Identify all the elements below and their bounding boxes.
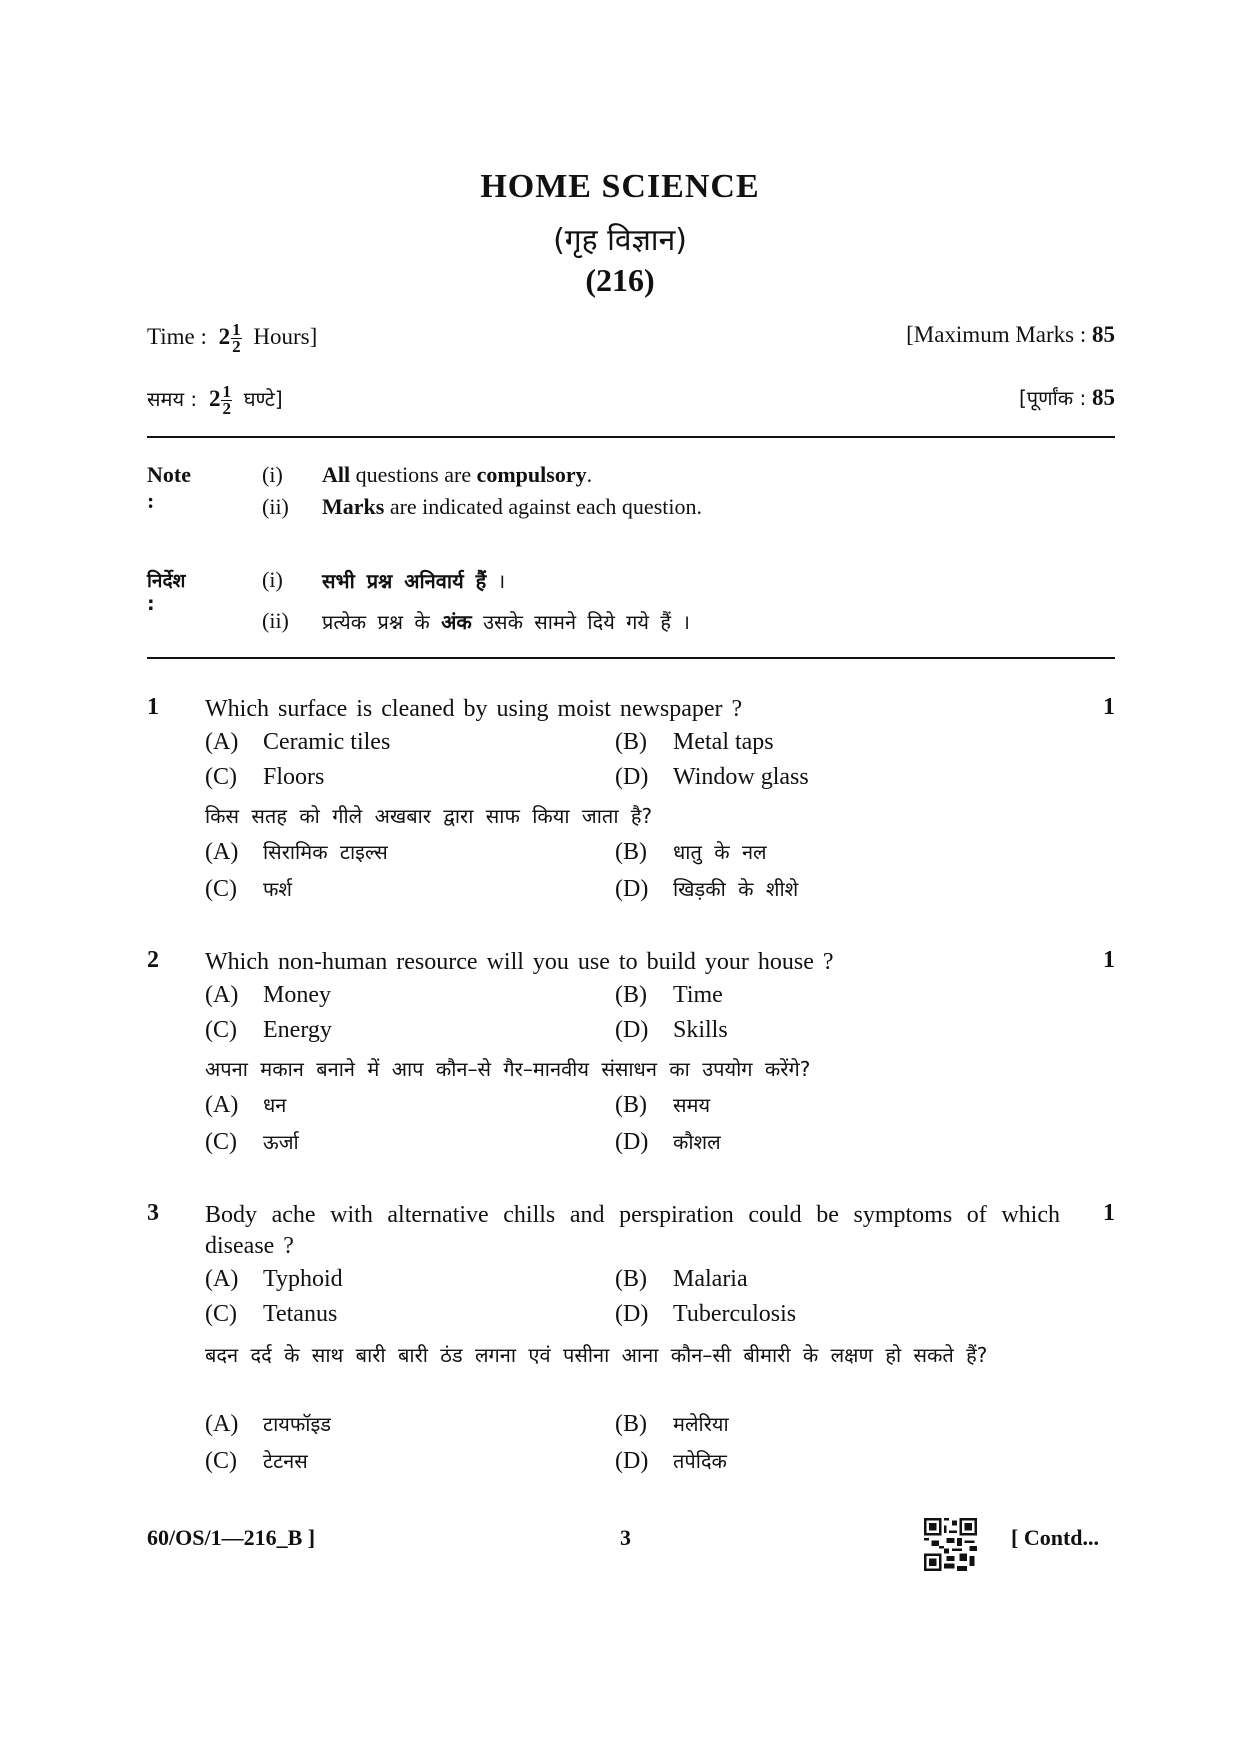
option-hi-b: (B) समय: [615, 1092, 711, 1118]
paper-subtitle-hindi: (गृह विज्ञान): [553, 223, 687, 258]
paper-code: 60/OS/1—216_B ]: [147, 1525, 316, 1550]
option-en-d: (D) Window glass: [615, 764, 809, 790]
question-text-en: Which non-human resource will you use to build your house ?: [205, 949, 834, 975]
max-marks-hi: [पूर्णांक : 85: [1018, 385, 1115, 410]
paper-title: HOME SCIENCE: [480, 168, 760, 205]
question-text-hi: अपना मकान बनाने में आप कौन–से गैर–मानवीय संसाधन का उपयोग करेंगे?: [205, 1057, 811, 1081]
option-en-b: (B) Malaria: [615, 1266, 748, 1292]
exam-page: HOME SCIENCE (गृह विज्ञान) (216) Time : 2 $\frac{1}{2}$ Hours] [Maximum Marks : 85 समय : 2 $\frac{1}{2}$ घण्टे] [पूर्णांक : 85 Note : (i) All questions are compulsory. (ii) Marks are indicated against each question. निर्देश : (i) सभी प्रश्न अनिवार्य हैं । (ii) प्रत्येक प्रश्न के अंक उसके सामने दिये गये हैं । 1 1 Which surface is cleaned by using moist newspaper ? (A) Ceramic tiles (B) Metal taps (C) Floors (D) Window glass किस सतह को गीले अखबार द्वारा साफ किया जाता है? (A) सिरामिक टाइल्स (B) धातु के नल (C) फर्श (D) खिड़की के शीशे 2 1 Which non-human resource will you use to build your house ? (A) Money (B) Time (C) Energy (D) Skills अपना मकान बनाने में आप कौन–से गैर–मानवीय संसाधन का उपयोग करेंगे? (A) धन (B) समय (C) ऊर्जा (D) कौशल 3 1 Body ache with alternative chills and perspiration could be symptoms of which disease ? (A) Typhoid (B) Malaria (C) Tetanus (D) Tuberculosis बदन दर्द के साथ बारी बारी ठंड लगना एवं पसीना आना कौन–सी बीमारी के लक्षण हो सकते हैं? (A) टायफॉइड (B) मलेरिया (C) टेटनस (D) तपेदिक 60/OS/1—216_B ] 3 [ Contd...: [0, 0, 1240, 1753]
option-en-a: (A) Ceramic tiles: [205, 729, 391, 755]
option-hi-d: (D) कौशल: [615, 1129, 721, 1155]
time-en: Time : 2 $\frac{1}{2}$ Hours]: [147, 320, 318, 356]
option-hi-d: (D) खिड़की के शीशे: [615, 876, 799, 902]
page-number: 3: [620, 1525, 631, 1550]
option-hi-c: (C) ऊर्जा: [205, 1129, 299, 1155]
question-text-en: Body ache with alternative chills and perspiration could be symptoms of which disease ?: [205, 1202, 1060, 1259]
question-number: 1: [147, 694, 159, 720]
fraction: $\frac{1}{2}$: [222, 382, 231, 418]
question-number: 2: [147, 947, 159, 973]
question-marks: 1: [1103, 694, 1115, 720]
divider: [147, 657, 1115, 659]
option-hi-d: (D) तपेदिक: [615, 1448, 727, 1474]
option-en-b: (B) Time: [615, 982, 723, 1008]
option-en-a: (A) Typhoid: [205, 1266, 343, 1292]
question-text-en: Which surface is cleaned by using moist newspaper ?: [205, 696, 743, 722]
question-text-hi: किस सतह को गीले अखबार द्वारा साफ किया जाता है?: [205, 804, 653, 828]
option-en-d: (D) Skills: [615, 1017, 728, 1043]
option-en-b: (B) Metal taps: [615, 729, 774, 755]
fraction: $\frac{1}{2}$: [232, 320, 241, 356]
option-en-c: (C) Tetanus: [205, 1301, 338, 1327]
divider: [147, 436, 1115, 438]
option-hi-b: (B) मलेरिया: [615, 1411, 729, 1437]
time-hi: समय : 2 $\frac{1}{2}$ घण्टे]: [147, 382, 283, 418]
option-hi-a: (A) धन: [205, 1092, 287, 1118]
option-en-d: (D) Tuberculosis: [615, 1301, 797, 1327]
question-number: 3: [147, 1200, 159, 1226]
option-hi-c: (C) टेटनस: [205, 1448, 308, 1474]
subject-code: (216): [585, 262, 655, 298]
option-hi-c: (C) फर्श: [205, 876, 293, 902]
option-hi-b: (B) धातु के नल: [615, 839, 767, 865]
option-hi-a: (A) टायफॉइड: [205, 1411, 331, 1437]
question-text-hi: बदन दर्द के साथ बारी बारी ठंड लगना एवं पसीना आना कौन–सी बीमारी के लक्षण हो सकते हैं?: [205, 1343, 988, 1367]
max-marks-en: [Maximum Marks : 85: [906, 322, 1115, 347]
option-en-c: (C) Floors: [205, 764, 325, 790]
option-hi-a: (A) सिरामिक टाइल्स: [205, 839, 388, 865]
option-en-a: (A) Money: [205, 982, 331, 1008]
question-marks: 1: [1103, 947, 1115, 973]
question-marks: 1: [1103, 1200, 1115, 1226]
qr-code-icon: [924, 1518, 977, 1571]
option-en-c: (C) Energy: [205, 1017, 332, 1043]
continued-label: [ Contd...: [1011, 1525, 1100, 1550]
